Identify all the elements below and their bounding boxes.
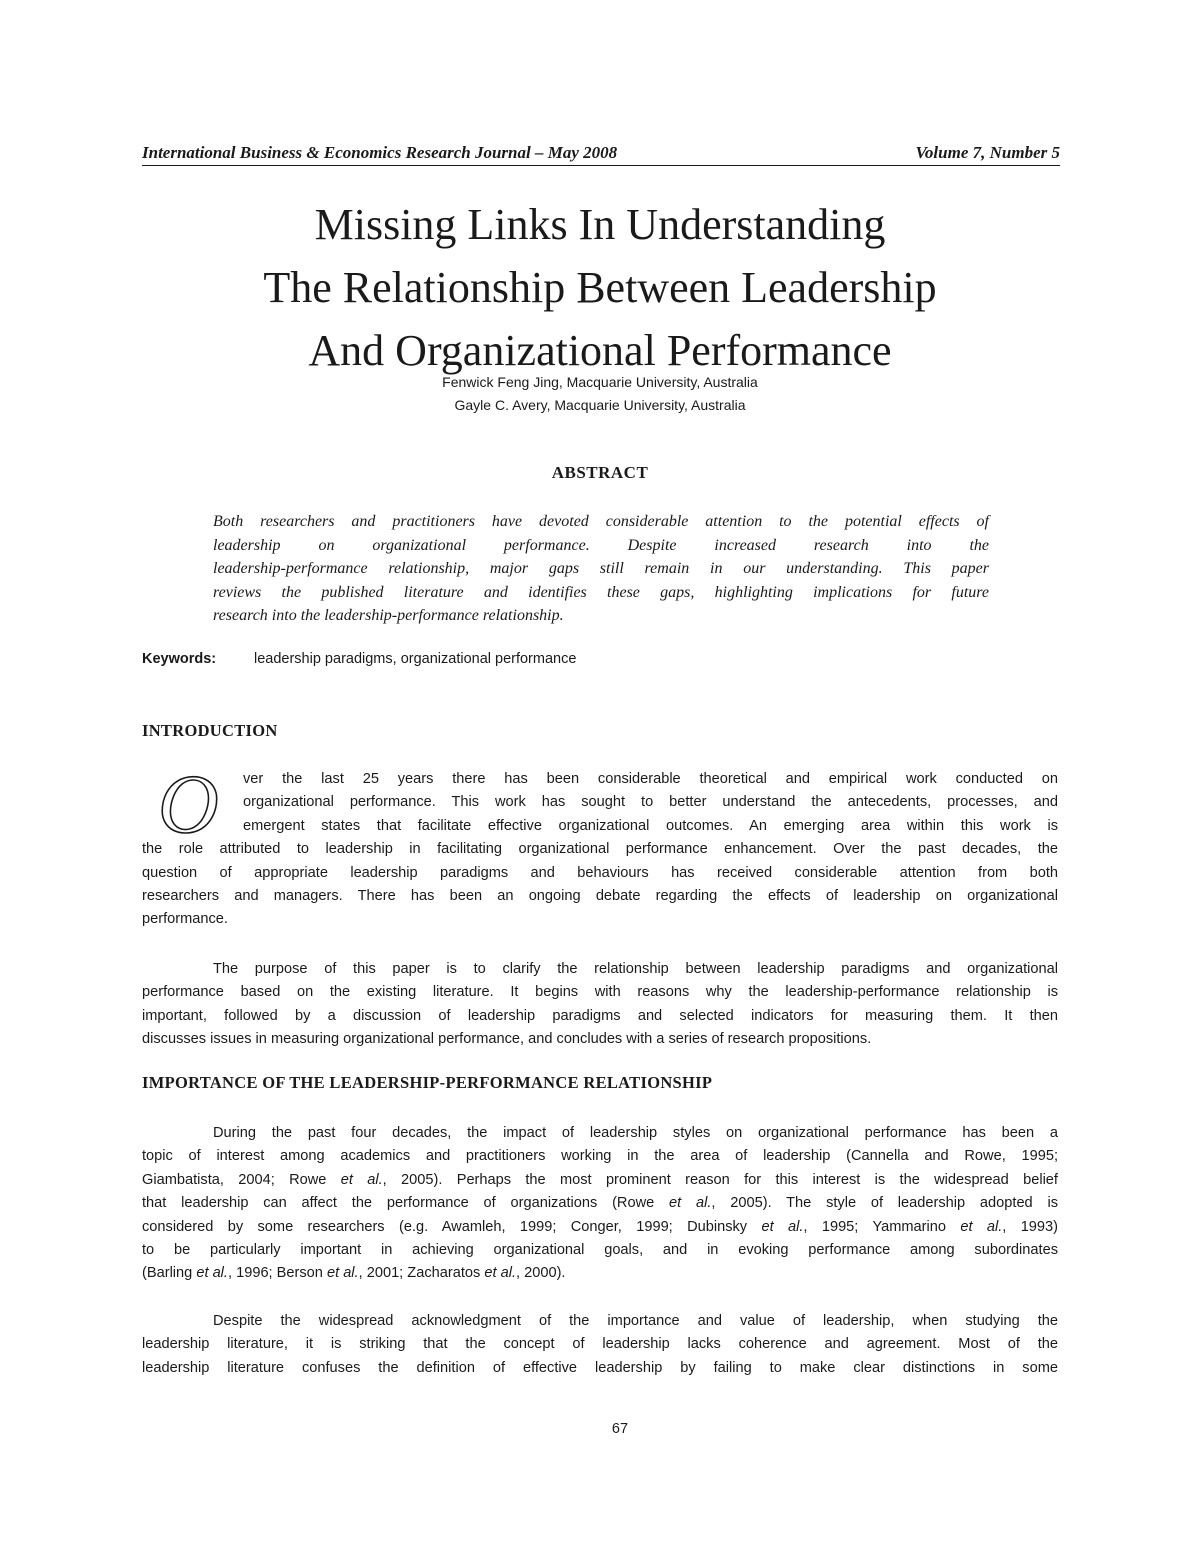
text-line: performance. [142,911,228,928]
page-number: 67 [611,1421,629,1437]
keywords-label: Keywords: [142,651,217,667]
citation-etal: et al. [196,1265,228,1282]
text-run: , 2005). Perhaps the most prominent reason for this interest is the widespread belief [382,1171,1058,1188]
drop-cap: O [158,758,219,851]
text-run: , 2001; Zacharatos [358,1265,485,1282]
text-run: , 1995; Yammarino [803,1218,961,1235]
introduction-paragraph-1 [142,768,1058,932]
abstract-line: research into the leadership-performance relationship. [213,607,564,624]
text-run: that leadership can affect the performance of organizations (Rowe [142,1195,670,1212]
abstract-line: reviews the published literature and identifies these gaps, highlighting implications for future [213,583,989,601]
text-run: Giambatista, 2004; Rowe [142,1171,341,1188]
author-list [140,371,1060,417]
text-line: the role attributed to leadership in facilitating organizational performance enhancement. Over the past decades, the [142,841,1058,858]
citation-etal: et al. [761,1218,804,1235]
citation-etal: et al. [669,1195,712,1212]
text-line: to be particularly important in achieving organizational goals, and in evoking performance among subordinates [142,1242,1058,1259]
text-run: , 1996; Berson [227,1265,327,1282]
text-line: question of appropriate leadership paradigms and behaviours has received considerable attention from both [142,864,1058,881]
text-line: researchers and managers. There has been an ongoing debate regarding the effects of leadership on organizational [142,888,1058,905]
text-line: leadership literature confuses the definition of effective leadership by failing to make clear distinctions in some [142,1359,1058,1376]
text-line: organizational performance. This work has sought to better understand the antecedents, processes, and [243,794,1058,811]
text-line: leadership literature, it is striking that the concept of leadership lacks coherence and agreement. Most of the [142,1336,1058,1353]
text-line [142,1169,1058,1192]
text-line [142,1192,1058,1215]
text-line: important, followed by a discussion of leadership paradigms and selected indicators for measuring them. It then [142,1007,1058,1024]
introduction-paragraph-2 [142,958,1058,1052]
text-line: performance based on the existing literature. It begins with reasons why the leadership-performance relationship is [142,984,1058,1001]
text-line: During the past four decades, the impact of leadership styles on organizational performance has been a [213,1125,1058,1141]
author-affiliation: Gayle C. Avery, Macquarie University, Australia [454,397,746,413]
abstract-line: leadership on organizational performance. Despite increased research into the [213,536,989,554]
text-line: ver the last 25 years there has been considerable theoretical and empirical work conducted on [243,771,1058,787]
text-line [142,1216,1058,1239]
citation-etal: et al. [326,1265,359,1282]
citation-etal: et al. [340,1171,383,1188]
importance-paragraph-1 [142,1122,1058,1286]
keywords-value: leadership paradigms, organizational performance [254,651,577,667]
title-line: And Organizational Performance [308,326,892,375]
abstract-heading: ABSTRACT [551,463,649,482]
text-line: Despite the widespread acknowledgment of the importance and value of leadership, when studying the [213,1313,1058,1329]
journal-name: International Business & Economics Research Journal – May 2008 [142,143,618,162]
citation-etal: et al. [484,1265,516,1282]
title-line: The Relationship Between Leadership [263,263,937,312]
abstract-line: leadership-performance relationship, major gaps still remain in our understanding. This paper [213,560,989,577]
importance-paragraph-2 [142,1310,1058,1380]
title-line: Missing Links In Understanding [314,200,886,249]
paper-title [140,193,1060,382]
text-run: , 2005). The style of leadership adopted is [711,1195,1058,1212]
volume-number: Volume 7, Number 5 [915,143,1060,162]
abstract-line: Both researchers and practitioners have devoted considerable attention to the potential effects of [213,513,989,530]
abstract-text [213,510,989,628]
text-line: discusses issues in measuring organizational performance, and concludes with a series of research propositions. [142,1031,872,1048]
text-line [142,1262,1058,1285]
citation-etal: et al. [960,1218,1003,1235]
importance-heading: IMPORTANCE OF THE LEADERSHIP-PERFORMANCE RELATIONSHIP [142,1073,713,1092]
author-affiliation: Fenwick Feng Jing, Macquarie University, Australia [442,374,758,390]
text-line: emergent states that facilitate effective organizational outcomes. An emerging area within this work is [243,817,1058,834]
introduction-heading: INTRODUCTION [142,721,278,740]
text-run: (Barling [142,1265,197,1282]
text-line: The purpose of this paper is to clarify the relationship between leadership paradigms and organizational [213,961,1058,977]
text-line: topic of interest among academics and practitioners working in the area of leadership (Cannella and Rowe, 1995; [142,1148,1058,1165]
text-run: , 2000). [516,1265,566,1282]
text-run: considered by some researchers (e.g. Awamleh, 1999; Conger, 1999; Dubinsky [142,1218,762,1235]
text-run: , 1993) [1002,1218,1059,1235]
running-header [142,142,1060,166]
keywords [142,651,1042,667]
